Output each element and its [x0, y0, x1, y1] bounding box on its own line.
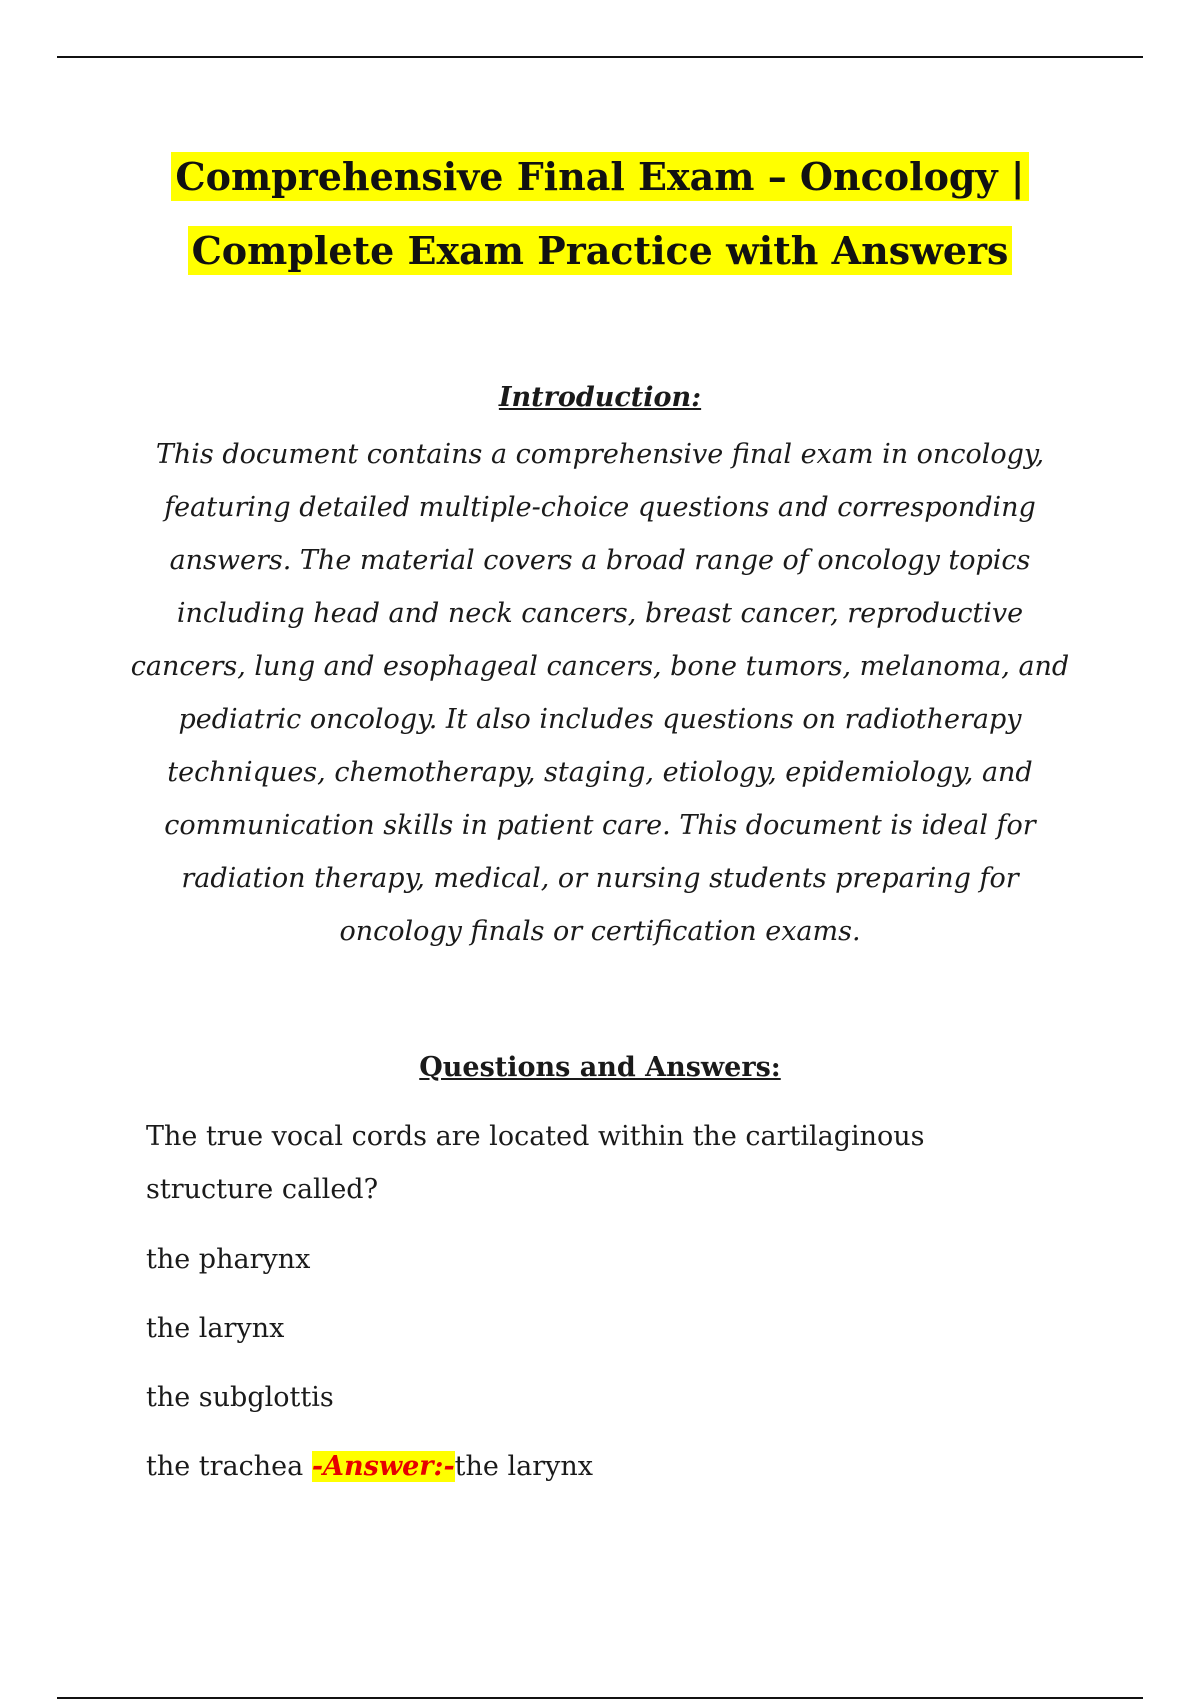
option-2: the larynx [146, 1313, 285, 1344]
bottom-rule [57, 1697, 1143, 1699]
top-rule [57, 56, 1143, 58]
introduction-heading: Introduction: [498, 382, 702, 413]
questions-heading: Questions and Answers: [419, 1052, 781, 1083]
option-1: the pharynx [146, 1244, 311, 1275]
answer-label: -Answer:- [311, 1451, 455, 1482]
answer-text: the larynx [454, 1451, 593, 1482]
option-3: the subglottis [146, 1382, 334, 1413]
question-text: The true vocal cords are located within the cartilaginous structure called? [146, 1121, 925, 1205]
page-title [0, 140, 1200, 288]
introduction-body: This document contains a comprehensive final exam in oncology, featuring detailed multiple-choice questions and corresponding answers. The material covers a broad range of oncology topics including head and neck cancers, breast cancer, reproductive cancers, lung and esophageal cancers, bone tumors, melanoma, and pediatric oncology. It also includes questions on radiotherapy techniques, chemotherapy, staging, etiology, epidemiology, and communication skills in patient care. This document is ideal for radiation therapy, medical, or nursing students preparing for oncology finals or certification exams. [130, 439, 1070, 947]
option-4-text: the trachea [146, 1451, 304, 1482]
option-4-with-answer [146, 1447, 593, 1487]
title-line-1: Comprehensive Final Exam – Oncology | [171, 152, 1028, 201]
title-line-2: Complete Exam Practice with Answers [188, 226, 1013, 275]
